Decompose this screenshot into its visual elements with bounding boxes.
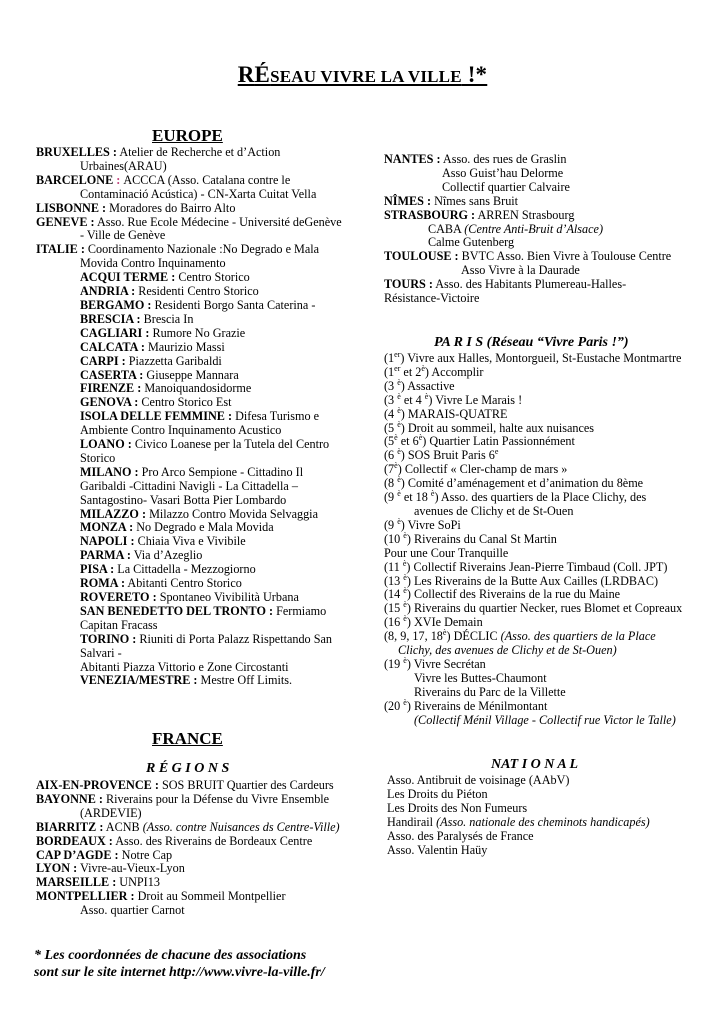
list-item-cont: Calme Gutenberg: [428, 235, 515, 250]
list-item: (6 $^è$) SOS Bruit Paris 6e: [384, 447, 499, 463]
list-item: ANDRIA : Residenti Centro Storico: [80, 284, 259, 299]
list-item: (1er et $2^è$) Accomplir: [384, 363, 484, 379]
list-item: Asso. des Paralysés de France: [387, 828, 534, 843]
list-item: Handirail (Asso. nationale des cheminots handicapés): [387, 814, 650, 829]
list-item: MONZA : No Degrado e Mala Movida: [80, 520, 274, 535]
list-item: (8 $^è$) Comité d’aménagement et d’animation du 8ème: [384, 475, 644, 491]
paris-heading: PA R I S (Réseau “Vivre Paris !”): [434, 335, 629, 350]
list-item: ($5^è$ et $6^è$) Quartier Latin Passionnément: [384, 433, 575, 449]
list-item: (3 $^è$ et 4 $^è$) Vivre Le Marais !: [384, 391, 523, 407]
list-item-cont: Storico: [80, 450, 116, 465]
list-item: (13 $^è$) Les Riverains de la Butte Aux Cailles (LRDBAC): [384, 572, 659, 588]
list-item: Asso. Valentin Haüy: [387, 842, 488, 857]
list-item-cont: Vivre les Buttes-Chaumont: [414, 670, 547, 685]
list-item: (9 $^è$) Vivre SoPi: [384, 516, 461, 532]
list-item-cont: avenues de Clichy et de St-Ouen: [414, 503, 574, 518]
list-item: VENEZIA/MESTRE : Mestre Off Limits.: [80, 673, 293, 688]
list-item: (5 $^è$) Droit au sommeil, halte aux nuisances: [384, 419, 595, 435]
list-item: (14 $^è$) Collectif des Riverains de la rue du Maine: [384, 586, 621, 602]
national-list: [387, 774, 650, 857]
list-item-cont: Résistance-Victoire: [384, 291, 480, 306]
list-item-cont: Abitanti Piazza Vittorio e Zone Circostanti: [80, 659, 289, 674]
list-item: MILANO : Pro Arco Sempione - Cittadino Il: [80, 464, 304, 479]
list-item-cont: (ARDEVIE): [80, 805, 142, 820]
list-item-cont: Asso Vivre à la Daurade: [461, 263, 580, 278]
page-title: [0, 62, 725, 88]
footnote: [34, 947, 325, 981]
list-item: BARCELONE : ACCCA (Asso. Catalana contre le: [36, 172, 291, 187]
list-item: (3 $^è$) Assactive: [384, 377, 455, 393]
list-item: $(7^è)$ Collectif « Cler-champ de mars »: [384, 461, 568, 477]
list-item: BRUXELLES : Atelier de Recherche et d’Action: [36, 145, 281, 159]
list-item: ISOLA DELLE FEMMINE : Difesa Turismo e: [80, 409, 320, 424]
list-item: PISA : La Cittadella - Mezzogiorno: [80, 562, 256, 577]
list-item: GENEVE : Asso. Rue Ecole Médecine - Université deGenève: [36, 214, 342, 229]
list-item-cont: Santagostino- Vasari Botta Pier Lombardo: [80, 492, 287, 507]
list-item: BIARRITZ : ACNB (Asso. contre Nuisances ds Centre-Ville): [36, 819, 340, 834]
list-item: FIRENZE : Manoiquandosidorme: [80, 381, 252, 396]
list-item-cont: Garibaldi -Cittadini Navigli - La Cittadella –: [80, 478, 298, 493]
national-heading: NAT I O N A L: [491, 757, 578, 772]
list-item: Les Droits des Non Fumeurs: [387, 800, 528, 815]
list-item: AIX-EN-PROVENCE : SOS BRUIT Quartier des Cardeurs: [36, 778, 334, 792]
europe-heading: EUROPE: [152, 126, 223, 145]
list-item: CASERTA : Giuseppe Mannara: [80, 367, 239, 382]
list-item: NANTES : Asso. des rues de Graslin: [384, 152, 567, 166]
list-item-cont: Urbaines(ARAU): [80, 158, 167, 173]
list-item-cont: Clichy, des avenues de Clichy et de St-Ouen): [398, 643, 617, 658]
list-item: ACQUI TERME : Centro Storico: [80, 270, 250, 285]
list-item: (10 $^è$) Riverains du Canal St Martin: [384, 530, 557, 546]
list-item: LOANO : Civico Loanese per la Tutela del Centro: [80, 437, 330, 452]
list-item: ITALIE : Coordinamento Nazionale :No Degrado e Mala: [36, 242, 320, 257]
list-item: (16 $^è$) XVIe Demain: [384, 614, 483, 630]
list-item: PARMA : Via d’Azeglio: [80, 548, 203, 563]
list-item-cont: Movida Contro Inquinamento: [80, 256, 226, 271]
list-item: (15 $^è$) Riverains du quartier Necker, rues Blomet et Copreaux: [384, 600, 683, 616]
list-item: Les Droits du Piéton: [387, 786, 488, 801]
list-item: STRASBOURG : ARREN Strasbourg: [384, 207, 575, 222]
list-item: TOULOUSE : BVTC Asso. Bien Vivre à Toulouse Centre: [384, 249, 672, 264]
list-item: (4 $^è$) MARAIS-QUATRE: [384, 405, 508, 421]
list-item: LYON : Vivre-au-Vieux-Lyon: [36, 861, 185, 876]
list-item: (19 $^è$) Vivre Secrétan: [384, 655, 486, 671]
list-item: SAN BENEDETTO DEL TRONTO : Fermiamo: [80, 603, 327, 618]
list-item-cont: Capitan Fracass: [80, 617, 158, 632]
list-item-cont: Salvari -: [80, 645, 122, 660]
list-item-cont: Asso Guist’hau Delorme: [442, 165, 564, 180]
list-item: LISBONNE : Moradores do Bairro Alto: [36, 200, 236, 215]
list-item: TORINO : Riuniti di Porta Palazz Rispettando San: [80, 631, 332, 646]
regions-list: [36, 779, 340, 918]
footnote-line: sont sur le site internet http://www.vivre-la-ville.fr/: [34, 965, 325, 980]
list-item: BORDEAUX : Asso. des Riverains de Bordeaux Centre: [36, 833, 313, 848]
list-item-cont: (Collectif Ménil Village - Collectif rue Victor le Talle): [414, 712, 676, 727]
list-item-cont: CABA (Centre Anti-Bruit d’Alsace): [428, 221, 604, 236]
list-item-cont: Ambiente Contro Inquinamento Acustico: [80, 423, 282, 438]
list-item: NÎMES : Nîmes sans Bruit: [384, 193, 519, 208]
list-item: ROVERETO : Spontaneo Vivibilità Urbana: [80, 590, 299, 604]
list-item: Asso. Antibruit de voisinage (AAbV): [387, 773, 570, 787]
list-item: CARPI : Piazzetta Garibaldi: [80, 353, 222, 368]
italy-list: [36, 271, 342, 688]
list-item: BAYONNE : Riverains pour la Défense du Vivre Ensemble: [36, 791, 330, 806]
regions-list-right: [384, 153, 671, 306]
list-item: ROMA : Abitanti Centro Storico: [80, 576, 242, 591]
title-rest: SEAU VIVRE LA VILLE: [270, 67, 462, 86]
list-item: MILAZZO : Milazzo Contro Movida Selvaggia: [80, 506, 318, 521]
list-item-cont: Asso. quartier Carnot: [80, 903, 185, 918]
list-item: MONTPELLIER : Droit au Sommeil Montpellier: [36, 889, 286, 904]
list-item-cont: - Ville de Genève: [80, 228, 166, 243]
list-item: (9 $^è$ et 18 $^è$) Asso. des quartiers de la Place Clichy, des: [384, 489, 647, 505]
list-item-cont: Riverains du Parc de la Villette: [414, 684, 566, 699]
list-item-cont: Contaminació Acústica) - CN-Xarta Cuitat Vella: [80, 186, 317, 201]
title-tail: !*: [461, 62, 488, 87]
list-item: NAPOLI : Chiaia Viva e Vivibile: [80, 534, 246, 549]
list-item: CAP D’AGDE : Notre Cap: [36, 847, 173, 862]
list-item: BRESCIA : Brescia In: [80, 311, 194, 326]
title-first-letter: R: [237, 62, 255, 87]
france-heading: FRANCE: [152, 729, 223, 748]
list-item-cont: Pour une Cour Tranquille: [384, 545, 509, 560]
list-item-cont: Collectif quartier Calvaire: [442, 179, 570, 194]
list-item: CAGLIARI : Rumore No Grazie: [80, 325, 246, 340]
paris-list: [384, 352, 682, 727]
list-item: (11 $^è$) Collectif Riverains Jean-Pierre Timbaud (Coll. JPT): [384, 558, 668, 574]
list-item: CALCATA : Maurizio Massi: [80, 339, 225, 354]
list-item: (8, 9, 17, $18^è$) DÉCLIC (Asso. des quartiers de la Place: [384, 628, 656, 644]
list-item: MARSEILLE : UNPI13: [36, 875, 160, 890]
list-item: GENOVA : Centro Storico Est: [80, 395, 232, 410]
list-item: TOURS : Asso. des Habitants Plumereau-Halles-: [384, 277, 627, 292]
list-item: (1er) Vivre aux Halles, Montorgueil, St-Eustache Montmartre: [384, 350, 682, 365]
footnote-line: * Les coordonnées de chacune des associations: [34, 948, 307, 963]
regions-heading: R É G I O N S: [146, 761, 230, 776]
list-item: BERGAMO : Residenti Borgo Santa Caterina -: [80, 297, 316, 312]
title-accent-letter: É: [254, 62, 271, 87]
list-item: (20 $^è$) Riverains de Ménilmontant: [384, 697, 548, 713]
europe-list: [36, 146, 342, 688]
